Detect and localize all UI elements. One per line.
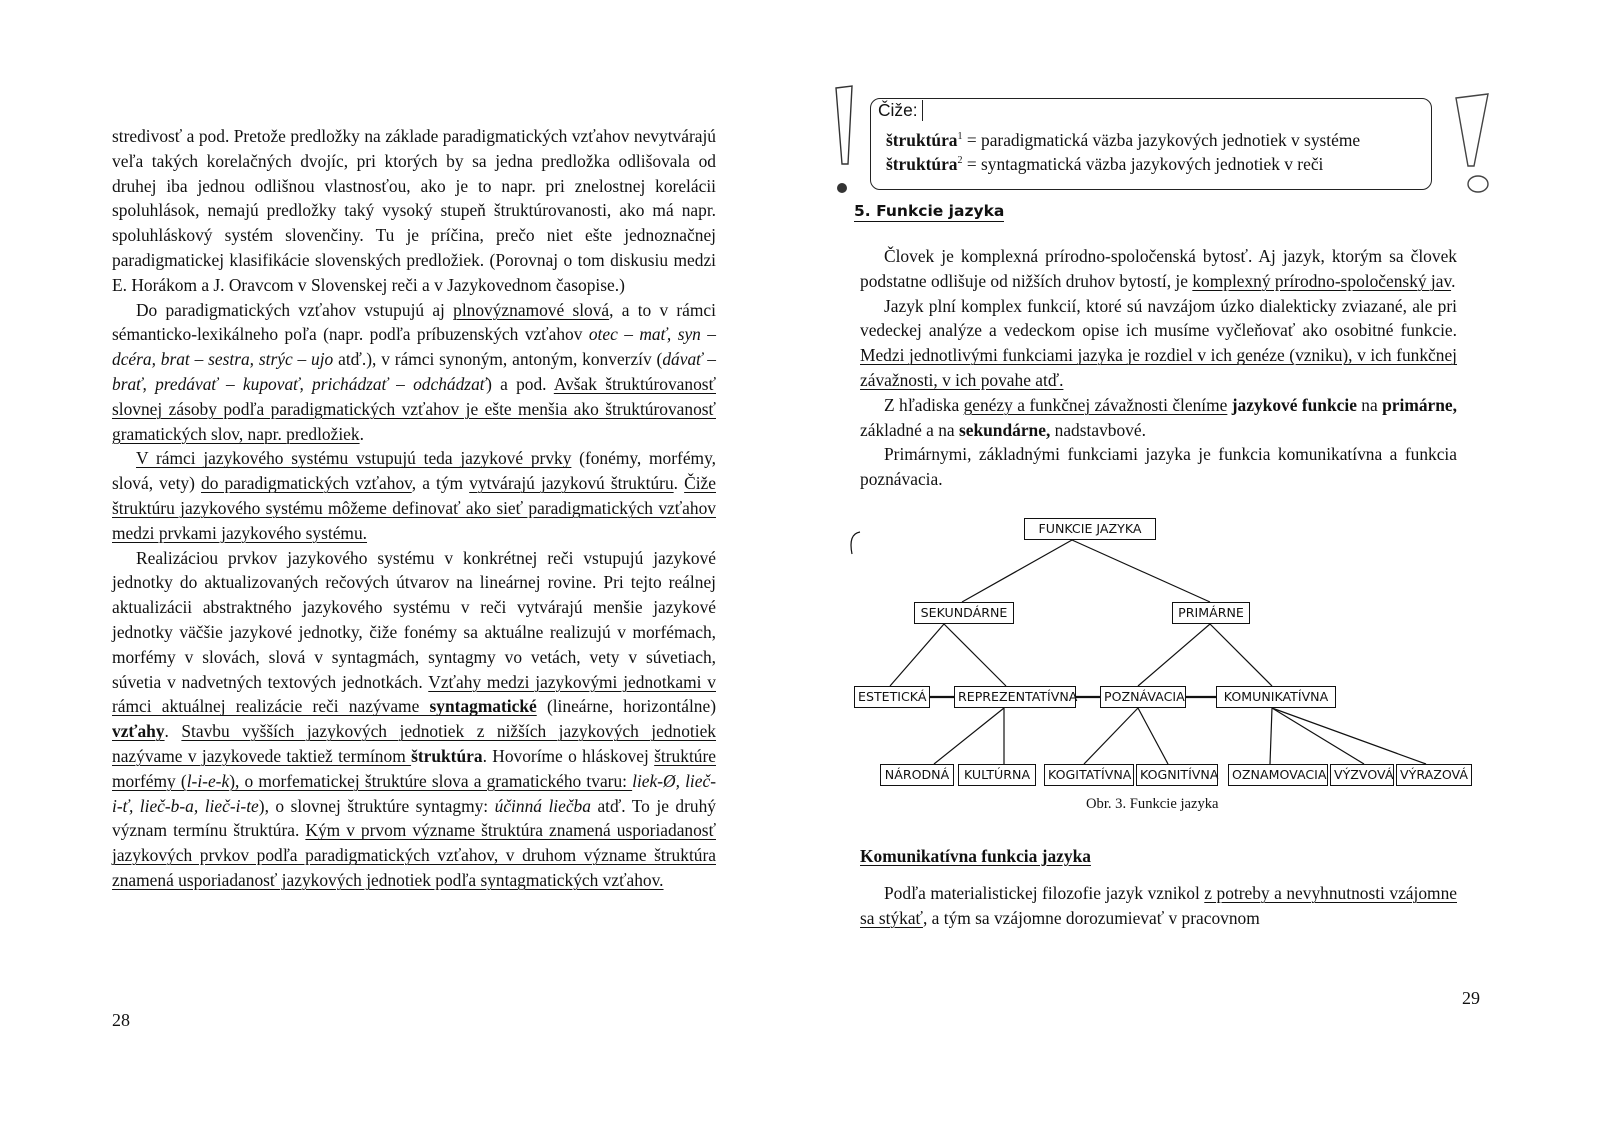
summary-line-paradigmatic [886,130,1360,151]
summary-head: Čiže: [874,100,923,121]
diagram-representative: REPREZENTATÍVNA [954,686,1076,708]
exclamation-doodle-right [1448,92,1498,202]
left-page-text [112,124,716,893]
paragraph [860,393,1457,443]
text-run: plnovýznamové slová [453,299,610,320]
text-run: liek-Ø, lieč-i-ť, lieč-b-a, lieč-i-te [112,770,716,816]
summary-text-1: = paradigmatická väzba jazykových jednotiek v systéme [962,130,1361,150]
text-run: . [1451,270,1456,291]
text-run: ), o morfematickej štruktúre slova a gramatického tvaru: [229,770,633,791]
text-run: stredivosť a pod. Pretože predložky na základe paradigmatických vzťahov nevytvárajú veľa takých korelačných dvojíc, pri ktorých by sa jedna predložka odlišovala od druhej iba jednou odlišnou vlastnosťou, ako je to napr. pri znelostnej korelácii spoluhlások, nemajú predložky taký vysoký stupeň štruktúrovanosti, ako má napr. spoluhláskový systém slovenčiny. Tu je príčina, prečo niet ešte jednoznačnej paradigmatickej klasifikácie slovenských predložiek. (Porovnaj o tom diskusiu medzi E. Horákom a J. Oravcom v Slovenskej reči a v Jazykovednom časopise.) [112,126,716,295]
diagram-primary: PRIMÁRNE [1172,602,1250,624]
text-run: sekundárne, [958,419,1051,440]
page-number-left: 28 [112,1010,130,1030]
text-run: (fonémy, morfémy, slová, vety) [112,448,716,494]
summary-term-2: štruktúra [886,154,958,174]
text-run: Z hľadiska [884,394,964,415]
diagram-aesthetic: ESTETICKÁ [854,686,930,708]
text-run: , a tým [411,473,470,494]
diagram-expressive: VÝRAZOVÁ [1396,764,1472,786]
exclamation-doodle-left [822,84,862,204]
text-run: Avšak štruktúrovanosť slovnej zásoby podľa paradigmatických vzťahov je ešte menšia ako štruktúrovanosť gramatických slov, napr. predložiek [112,373,716,444]
text-run: Stavbu vyšších jazykových jednotiek z nižších jazykových jednotiek nazývame v jazykovede taktiež termínom [112,721,717,766]
text-run: z potreby a nevyhnutnosti vzájomne sa stýkať [860,883,1457,928]
diagram-national: NÁRODNÁ [880,764,954,786]
diagram-communicative: KOMUNIKATÍVNA [1216,686,1336,708]
paragraph [860,442,1457,492]
diagram-connectors [844,514,1484,784]
text-run: štruktúre morfémy ( [112,745,716,791]
paragraph [860,881,1457,931]
text-run: syntagmatické [429,696,537,717]
paragraph [860,244,1457,294]
right-page-text [860,244,1457,492]
text-run: (lineárne, horizontálne) [536,696,716,717]
summary-sup-2: 2 [957,155,963,167]
text-run: otec – mať, syn – dcéra, brat – sestra, strýc – ujo [112,324,716,370]
text-run: vytvárajú jazykovú štruktúru [469,473,674,494]
text-run: . [673,473,685,494]
summary-text-2: = syntagmatická väzba jazykových jednotiek v reči [962,154,1324,174]
diagram-cogitative: KOGITATÍVNA [1044,764,1134,786]
text-run: Jazyk plní komplex funkcií, ktoré sú navzájom úzko dialekticky zviazané, ale pri vedeckej analýze a vedeckom opise ich musíme vyčleňovať ako osobitné funkcie. [860,295,1457,341]
text-run: účinná liečba [494,795,591,816]
text-run: na [1356,394,1383,415]
text-run: základné a na [860,419,959,440]
diagram-informative: OZNAMOVACIA [1228,764,1328,786]
paragraph [112,546,716,893]
paragraph [112,298,716,447]
text-run: Do paradigmatických vzťahov vstupujú aj [136,299,454,320]
text-run: Primárnymi, základnými funkciami jazyka je funkcia komunikatívna a funkcia poznávacia. [860,444,1457,490]
text-run: ), o slovnej štruktúre syntagmy: [258,795,495,816]
diagram-root: FUNKCIE JAZYKA [1024,518,1156,540]
text-run: , a tým sa vzájomne dorozumievať v pracovnom [922,907,1260,928]
text-run: Čiže štruktúru jazykového systému môžeme definovať ako sieť paradigmatických vzťahov medzi prvkami jazykového systému. [112,473,716,543]
text-run: nadstavbové. [1050,419,1146,440]
text-run: atď.), v rámci synoným, antoným, konverzív ( [333,349,663,370]
text-run: ) a pod. [486,373,554,394]
page-number-right: 29 [1462,988,1480,1008]
text-run: , a to v rámci sémanticko-lexikálneho poľa (napr. podľa príbuzenských vzťahov [112,299,716,345]
subsection-heading: Komunikatívna funkcia jazyka [860,846,1091,866]
text-run: Vzťahy medzi jazykovými jednotkami v rámci aktuálnej realizácie reči nazývame [112,671,716,717]
text-run: . Hovoríme o hláskovej [482,745,655,766]
text-run: Medzi jednotlivými funkciami jazyka je rozdiel v ich genéze (vzniku), v ich funkčnej závažnosti, v ich povahe atď. [860,345,1457,390]
text-run: genézy a funkčnej závažnosti členíme [963,394,1228,415]
text-run: V rámci jazykového systému vstupujú teda jazykové prvky [136,448,572,469]
text-run: dávať – brať, predávať – kupovať, prichádzať – odchádzať [112,349,716,394]
diagram-cognitive-sub: KOGNITÍVNA [1136,764,1218,786]
text-run: primárne, [1382,394,1457,415]
diagram-appellative: VÝZVOVÁ [1330,764,1394,786]
summary-sup-1: 1 [957,131,963,143]
right-page [800,0,1600,1133]
paragraph [112,446,716,545]
text-run: Kým v prvom význame štruktúra znamená usporiadanosť jazykových prvkov podľa paradigmatických vzťahov, v druhom význame štruktúra znamená usporiadanosť jazykových jednotiek podľa syntagmatických vzťahov. [112,820,716,890]
paragraph [860,294,1457,393]
summary-term-1: štruktúra [886,130,958,150]
diagram-cognitive: POZNÁVACIA [1100,686,1186,708]
text-run: atď. To je druhý význam termínu štruktúra. [112,795,716,841]
text-run: do paradigmatických vzťahov [201,473,412,494]
text-run: vzťahy [112,721,165,742]
paragraph [112,124,716,298]
text-run: . [359,423,364,444]
diagram-caption: Obr. 3. Funkcie jazyka [1086,796,1219,812]
text-run: Realizáciou prvkov jazykového systému v konkrétnej reči vstupujú jazykové jednotky do aktualizovaných rečových útvarov na lineárnej rovine. Pri tejto reálnej aktualizácii abstraktného jazykového systému v reči vytvárajú menšie jazykové jednotky väčšie jazykové jednotky, čiže fonémy sa aktuálne realizujú v morfémach, morfémy v slovách, slová v syntagmách, syntagmy vo vetách, vety v súvetiach, súvetia v nadvetných textových jednotkách. [112,547,716,692]
text-run: . [164,721,182,742]
summary-line-syntagmatic [886,154,1323,175]
text-run: Človek je komplexná prírodno-spoločenská bytosť. Aj jazyk, ktorým sa človek podstatne odlišuje od nižších druhov bytostí, je [860,246,1457,291]
text-run: l-i-e-k [186,770,230,791]
diagram-secondary: SEKUNDÁRNE [914,602,1014,624]
right-page-text-continued [860,881,1457,931]
diagram-cultural: KULTÚRNA [958,764,1036,786]
text-run: štruktúra [411,745,483,766]
text-run: komplexný prírodno-spoločenský jav [1192,270,1452,291]
section-title: 5. Funkcie jazyka [854,202,1005,220]
text-run: jazykové funkcie [1231,394,1357,415]
text-run: Podľa materialistickej filozofie jazyk vznikol [884,883,1205,903]
